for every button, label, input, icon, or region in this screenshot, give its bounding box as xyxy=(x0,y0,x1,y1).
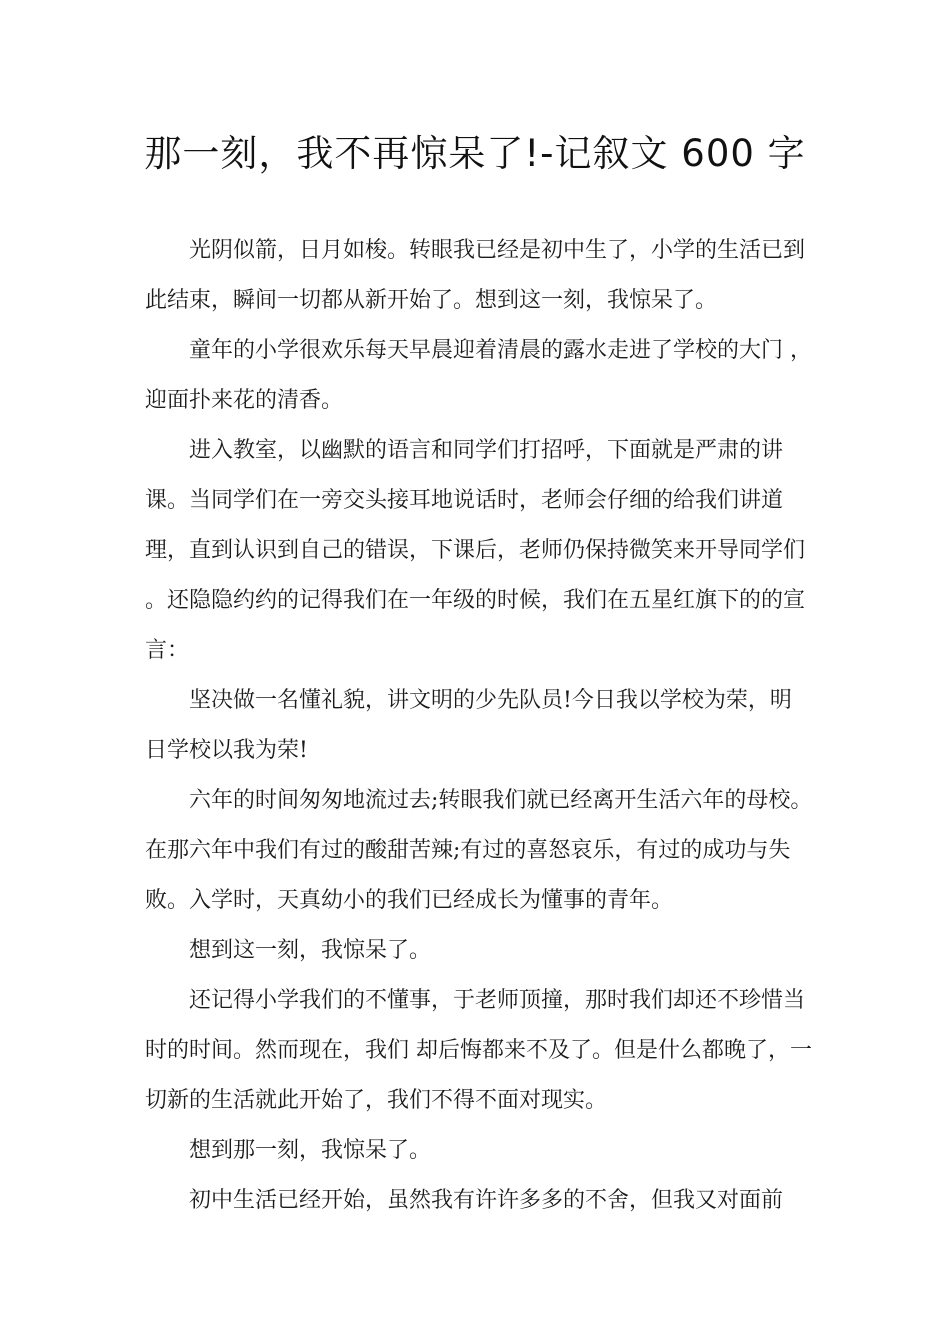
document-title: 那一刻，我不再惊呆了!-记叙文 600 字 xyxy=(144,132,806,175)
paragraph-8: 想到那一刻，我惊呆了。 xyxy=(189,1138,432,1163)
paragraph-9: 初中生活已经开始，虽然我有许许多多的不舍，但我又对面前 xyxy=(189,1188,784,1213)
paragraph-1: 光阴似箭，日月如梭。转眼我已经是初中生了，小学的生活已到此结束，瞬间一切都从新开始了。想到这一刻，我惊呆了。 xyxy=(145,238,806,313)
document-body xyxy=(145,226,813,1226)
paragraph-7: 还记得小学我们的不懂事，于老师顶撞，那时我们却还不珍惜当时的时间。然而现在，我们 却后悔都来不及了。但是什么都晚了，一切新的生活就此开始了，我们不得不面对现实。 xyxy=(145,988,812,1113)
paragraph-3: 进入教室，以幽默的语言和同学们打招呼，下面就是严肃的讲课。当同学们在一旁交头接耳地说话时，老师会仔细的给我们讲道理，直到认识到自己的错误，下课后，老师仍保持微笑来开导同学们 。还隐隐约约的记得我们在一年级的时候，我们在五星红旗下的的宣言： xyxy=(145,438,813,663)
paragraph-4: 坚决做一名懂礼貌，讲文明的少先队员!今日我以学校为荣，明日学校以我为荣! xyxy=(145,688,792,763)
paragraph-6: 想到这一刻，我惊呆了。 xyxy=(189,938,432,963)
paragraph-5: 六年的时间匆匆地流过去;转眼我们就已经离开生活六年的母校。在那六年中我们有过的酸甜苦辣;有过的喜怒哀乐，有过的成功与失败。入学时，天真幼小的我们已经成长为懂事的青年。 xyxy=(145,788,813,913)
paragraph-2: 童年的小学很欢乐每天早晨迎着清晨的露水走进了学校的大门 ，迎面扑来花的清香。 xyxy=(145,338,812,413)
